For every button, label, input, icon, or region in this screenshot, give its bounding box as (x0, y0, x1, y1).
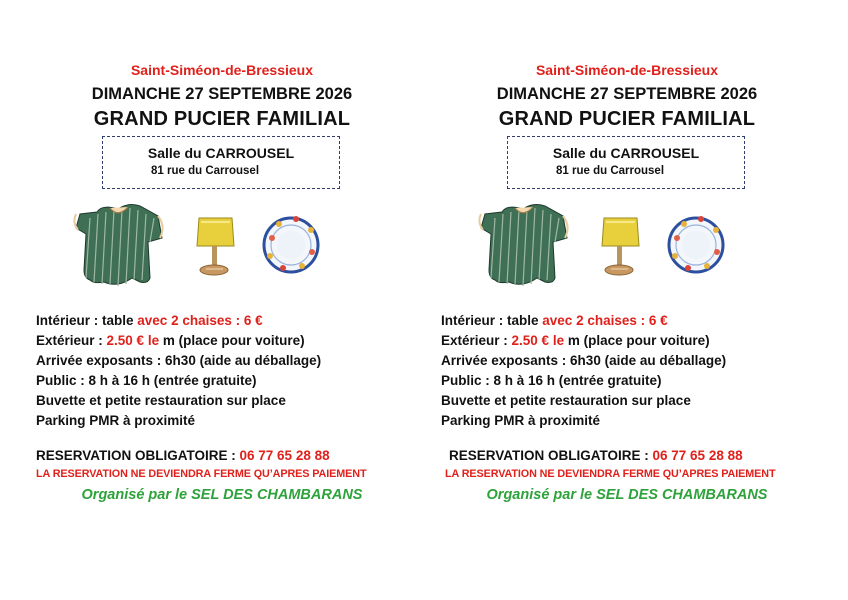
interior-line (441, 311, 726, 331)
public-line: Public : 8 h à 16 h (entrée gratuite) (441, 373, 662, 388)
arrival-line: Arrivée exposants : 6h30 (aide au déballage) (36, 353, 322, 368)
event-date: DIMANCHE 27 SEPTEMBRE 2026 (496, 85, 758, 103)
reservation-phone: 06 77 65 28 88 (239, 448, 330, 463)
payment-warning: LA RESERVATION NE DEVIENDRA FERME QU’APRES PAIEMENT (36, 468, 367, 480)
exterior-suffix: m (place pour voiture) (564, 333, 710, 348)
reservation-line (449, 448, 743, 463)
lamp-icon (197, 218, 234, 275)
exterior-price: 2.50 € le (106, 333, 160, 348)
info-list (441, 311, 726, 431)
illustrations (405, 198, 829, 288)
reservation-phone: 06 77 65 28 88 (652, 448, 743, 463)
exterior-line (36, 331, 321, 351)
interior-label: Intérieur : table (441, 313, 543, 328)
event-title: GRAND PUCIER FAMILIAL (498, 108, 756, 130)
info-list (36, 311, 321, 431)
venue-box (102, 136, 340, 189)
illustrations (0, 198, 424, 288)
venue-name: Salle du CARROUSEL (147, 145, 295, 161)
venue-name: Salle du CARROUSEL (552, 145, 700, 161)
public-line: Public : 8 h à 16 h (entrée gratuite) (36, 373, 257, 388)
interior-label: Intérieur : table (36, 313, 138, 328)
parking-line: Parking PMR à proximité (36, 413, 196, 428)
venue-box (507, 136, 745, 189)
reservation-label: RESERVATION OBLIGATOIRE : (36, 448, 240, 463)
interior-price: avec 2 chaises : 6 € (542, 313, 668, 328)
venue-address: 81 rue du Carrousel (556, 165, 665, 177)
buvette-line: Buvette et petite restauration sur place (36, 393, 286, 408)
lamp-icon (602, 218, 639, 275)
exterior-suffix: m (place pour voiture) (159, 333, 305, 348)
flyer-right (405, 0, 829, 600)
exterior-label: Extérieur : (441, 333, 512, 348)
plate-icon (669, 216, 723, 272)
parking-line: Parking PMR à proximité (441, 413, 601, 428)
reservation-label: RESERVATION OBLIGATOIRE : (449, 448, 653, 463)
dress-icon (74, 205, 162, 286)
plate-icon (264, 216, 318, 272)
dress-icon (479, 205, 567, 286)
organizer: Organisé par le SEL DES CHAMBARANS (81, 487, 363, 503)
organizer: Organisé par le SEL DES CHAMBARANS (486, 487, 768, 503)
payment-warning: LA RESERVATION NE DEVIENDRA FERME QU’APRES PAIEMENT (445, 468, 776, 480)
interior-price: avec 2 chaises : 6 € (137, 313, 263, 328)
event-date: DIMANCHE 27 SEPTEMBRE 2026 (91, 85, 353, 103)
arrival-line: Arrivée exposants : 6h30 (aide au déballage) (441, 353, 727, 368)
reservation-line (36, 448, 330, 463)
town-name: Saint-Siméon-de-Bressieux (535, 62, 719, 78)
venue-address: 81 rue du Carrousel (151, 165, 260, 177)
exterior-line (441, 331, 726, 351)
exterior-price: 2.50 € le (511, 333, 565, 348)
exterior-label: Extérieur : (36, 333, 107, 348)
event-title: GRAND PUCIER FAMILIAL (93, 108, 351, 130)
buvette-line: Buvette et petite restauration sur place (441, 393, 691, 408)
interior-line (36, 311, 321, 331)
town-name: Saint-Siméon-de-Bressieux (130, 62, 314, 78)
